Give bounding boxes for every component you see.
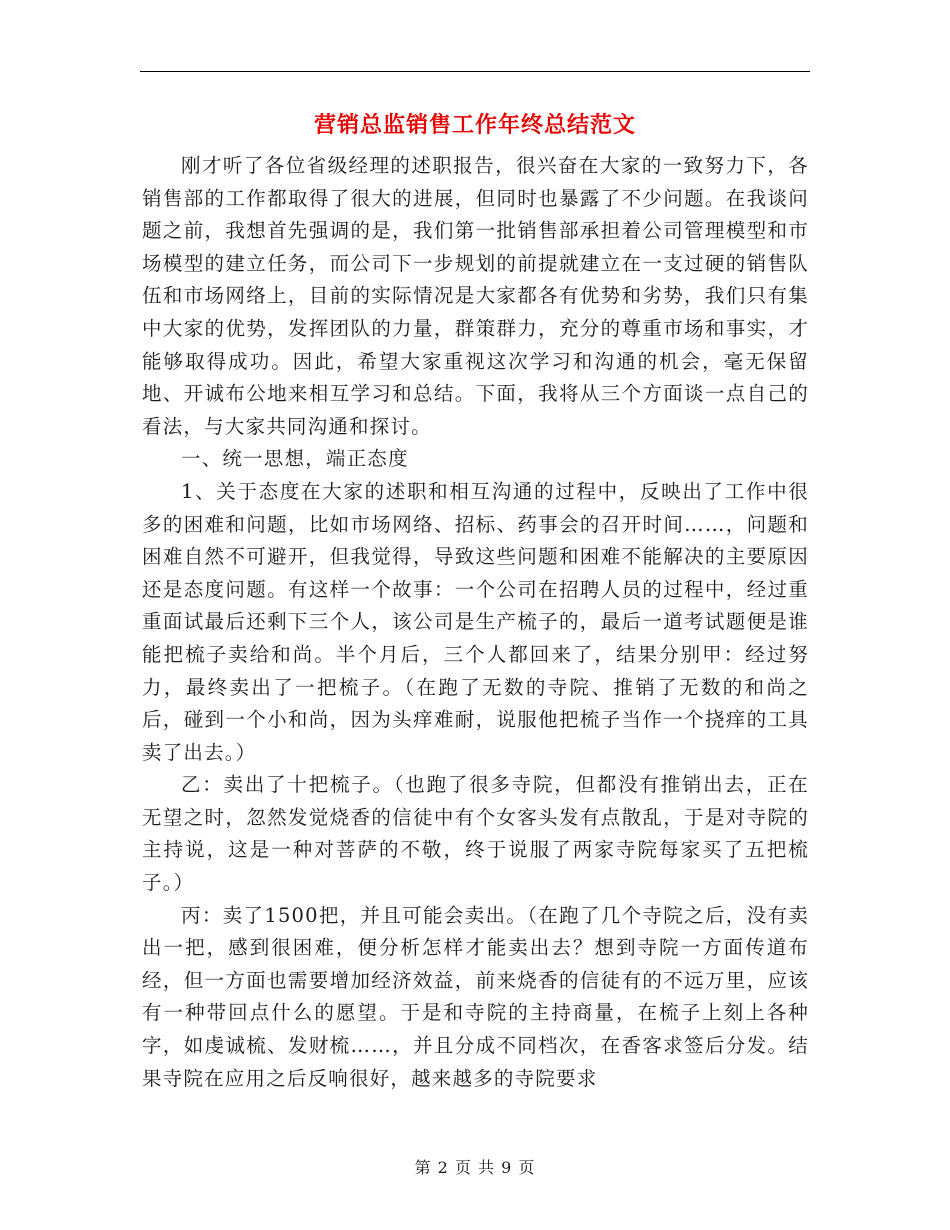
paragraph-yi: 乙：卖出了十把梳子。（也跑了很多寺院，但都没有推销出去，正在无望之时，忽然发觉烧香的信徒中有个女客头发有点散乱，于是对寺院的主持说，这是一种对菩萨的不敬，终于说服了两家寺院每家买了五把梳子。） bbox=[142, 773, 809, 895]
document-body bbox=[142, 150, 809, 1095]
paragraph-attitude: 1、关于态度在大家的述职和相互沟通的过程中，反映出了工作中很多的困难和问题，比如市场网络、招标、药事会的召开时间……，问题和困难自然不可避开，但我觉得，导致这些问题和困难不能解决的主要原因还是态度问题。有这样一个故事：一个公司在招聘人员的过程中，经过重重面试最后还剩下三个人，该公司是生产梳子的，最后一道考试题便是谁能把梳子卖给和尚。半个月后，三个人都回来了，结果分别甲：经过努力，最终卖出了一把梳子。（在跑了无数的寺院、推销了无数的和尚之后，碰到一个小和尚，因为头痒难耐，说服他把梳子当作一个挠痒的工具卖了出去。） bbox=[142, 479, 809, 764]
section-heading-1: 一、统一思想，端正态度 bbox=[181, 447, 409, 471]
document-title: 营销总监销售工作年终总结范文 bbox=[313, 112, 636, 138]
page-number-footer: 第 2 页 共 9 页 bbox=[414, 1158, 536, 1177]
header-rule bbox=[140, 71, 810, 72]
paragraph-intro: 刚才听了各位省级经理的述职报告，很兴奋在大家的一致努力下，各销售部的工作都取得了很大的进展，但同时也暴露了不少问题。在我谈问题之前，我想首先强调的是，我们第一批销售部承担着公司管理模型和市场模型的建立任务，而公司下一步规划的前提就建立在一支过硬的销售队伍和市场网络上，目前的实际情况是大家都各有优势和劣势，我们只有集中大家的优势，发挥团队的力量，群策群力，充分的尊重市场和事实，才能够取得成功。因此，希望大家重视这次学习和沟通的机会，毫无保留地、开诚布公地来相互学习和总结。下面，我将从三个方面谈一点自己的看法，与大家共同沟通和探讨。 bbox=[142, 154, 809, 438]
paragraph-bing: 丙：卖了1500把，并且可能会卖出。（在跑了几个寺院之后，没有卖出一把，感到很困难，便分析怎样才能卖出去？想到寺院一方面传道布经，但一方面也需要增加经济效益，前来烧香的信徒有的不远万里，应该有一种带回点什么的愿望。于是和寺院的主持商量，在梳子上刻上各种字，如虔诚梳、发财梳……，并且分成不同档次，在香客求签后分发。结果寺院在应用之后反响很好，越来越多的寺院要求 bbox=[142, 903, 809, 1090]
